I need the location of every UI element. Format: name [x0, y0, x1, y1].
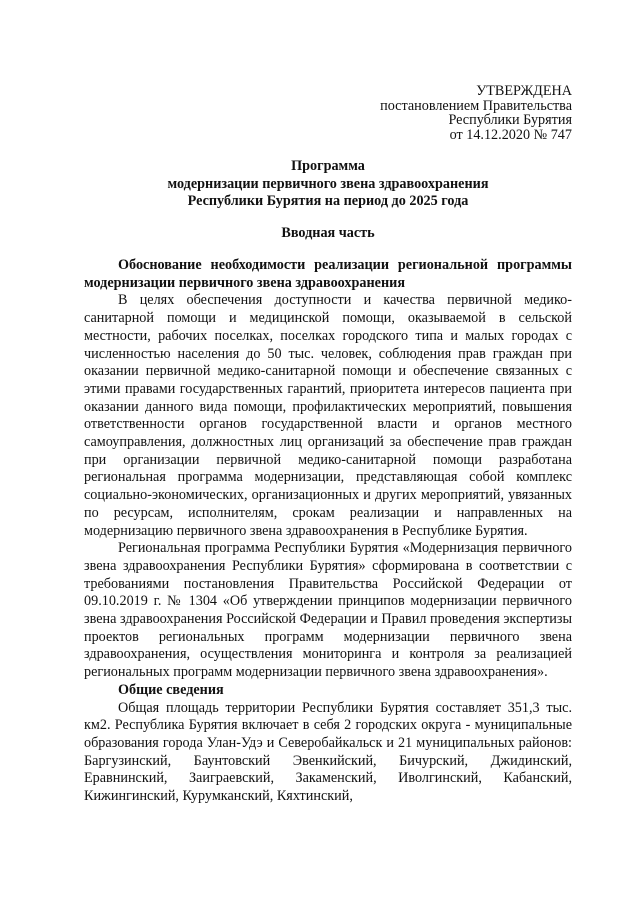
intro-heading: Вводная часть [281, 225, 375, 241]
paragraph-goals: В целях обеспечения доступности и качества первичной медико-санитарной помощи и медицинской помощи, оказываемой в сельской местности, рабочих поселках, поселках городского типа и малых городах с численностью населения до 50 тыс. человек, соблюдения прав граждан при оказании первичной медико-санитарной помощи и обеспечение связанных с этими правами государственных гарантий, приоритета интересов пациента при оказании данного вида помощи, профилактических мероприятий, повышения ответственности органов государственной власти и органов местного самоуправления, должностных лиц организаций за обеспечение прав граждан при организации первичной медико-санитарной помощи разработана региональная программа модернизации, представляющая собой комплекс социально-экономических, организационных и других мероприятий, увязанных по ресурсам, исполнителям, срокам реализации и направленных на модернизацию первичного звена здравоохранения в Республике Бурятия. [84, 292, 572, 539]
approval-line-republic: Республики Бурятия [448, 112, 572, 128]
section-heading-general-info: Общие сведения [118, 681, 224, 698]
title-line-program: Программа [291, 158, 365, 174]
approval-line-date: от 14.12.2020 № 747 [449, 126, 572, 143]
approval-stamp [380, 84, 572, 142]
document-body [84, 257, 572, 806]
document-title [84, 158, 572, 211]
paragraph-regional-program: Региональная программа Республики Бурятия «Модернизация первичного звена здравоохранения Республики Бурятия» сформирована в соответствии с требованиями постановления Правительства Российской Федерации от 09.10.2019 г. № 1304 «Об утверждении принципов модернизации первичного звена здравоохранения Российской Федерации и Правил проведения экспертизы проектов региональных программ модернизации первичного звена здравоохранения, осуществления мониторинга и контроля за реализацией региональных программ модернизации первичного звена здравоохранения». [84, 540, 572, 681]
section-heading-justification: Обоснование необходимости реализации региональной программы модернизации первичного звена здравоохранения [84, 257, 572, 291]
approval-line-approved: УТВЕРЖДЕНА [476, 83, 572, 99]
approval-line-decree: постановлением Правительства [380, 97, 572, 114]
paragraph-territory: Общая площадь территории Республики Бурятия составляет 351,3 тыс. км2. Республика Бурятия включает в себя 2 городских округа - муниципальные образования города Улан-Удэ и Северобайкальск и 21 муниципальных районов: Баргузинский, Баунтовский Эвенкийский, Бичурский, Джидинский, Еравнинский, Заиграевский, Закаменский, Иволгинский, Кабанский, Кижингинский, Курумканский, Кяхтинский, [84, 699, 572, 805]
title-line-modernization: модернизации первичного звена здравоохранения [167, 175, 489, 192]
title-line-period: Республики Бурятия на период до 2025 года [187, 193, 469, 209]
